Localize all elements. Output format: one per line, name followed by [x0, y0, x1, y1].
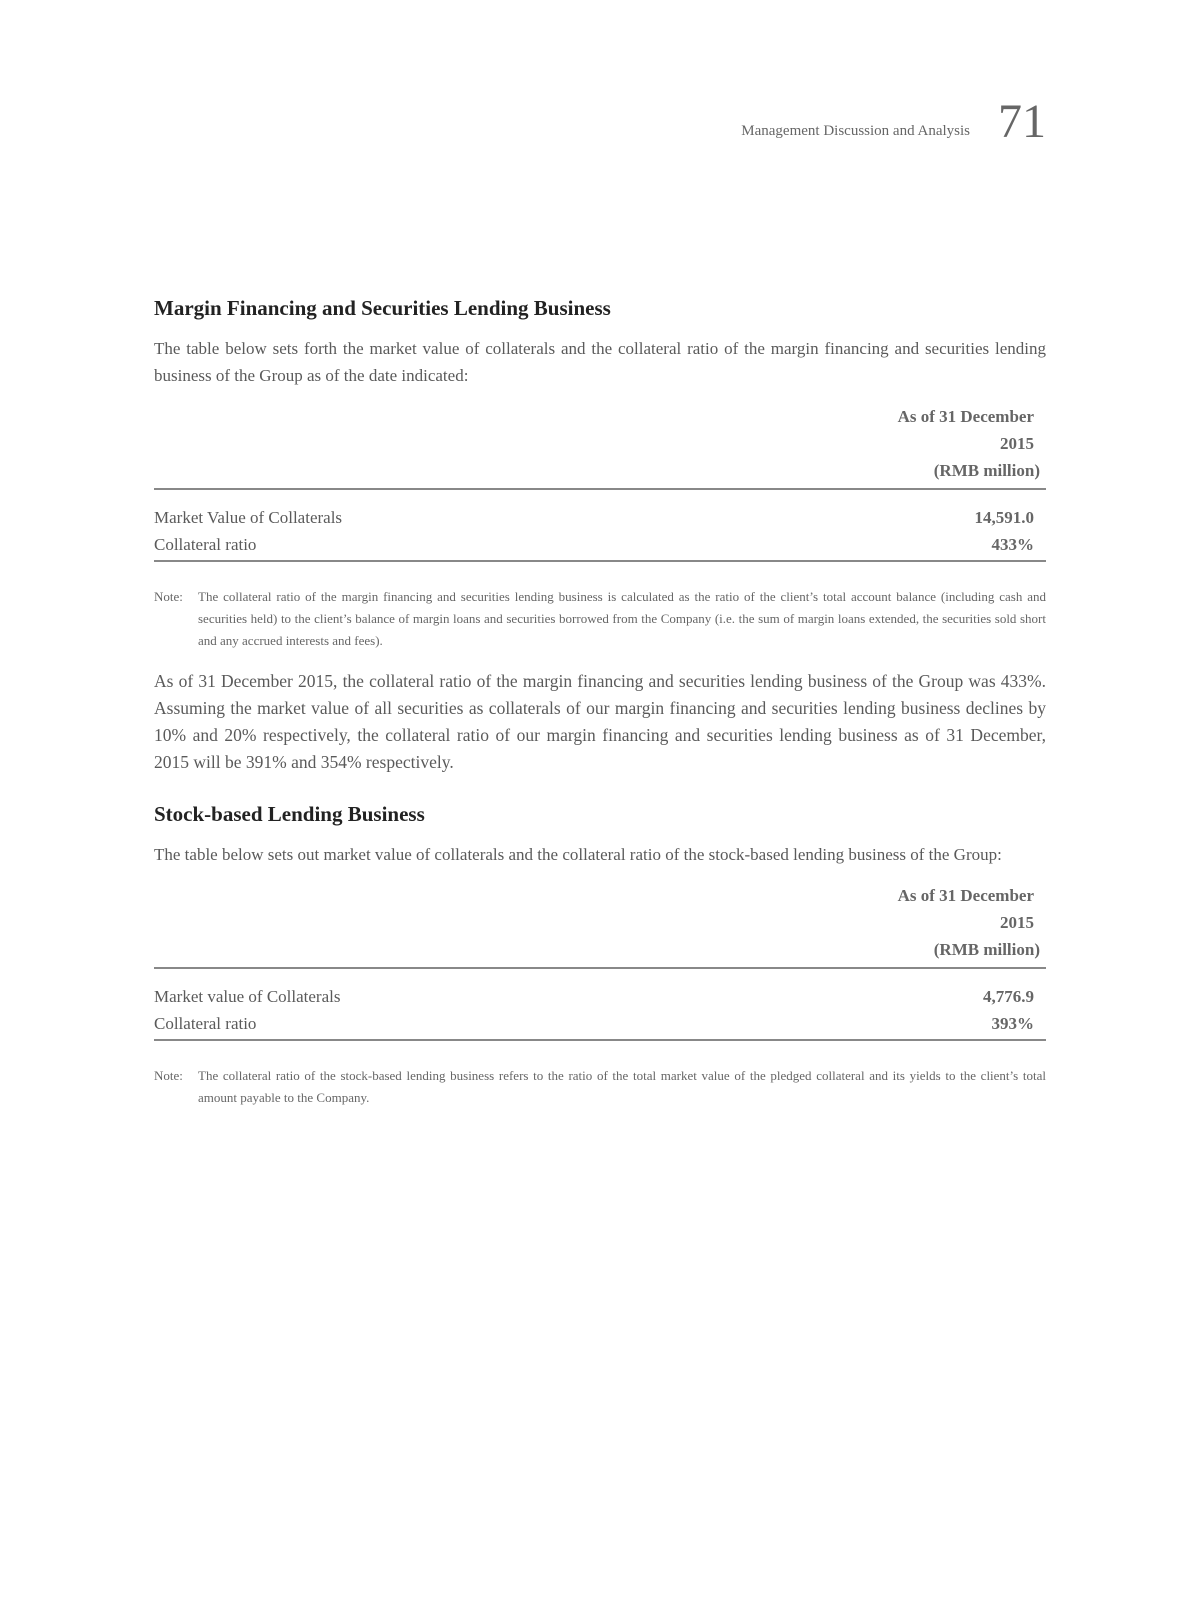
header-line: As of 31 December [897, 886, 1034, 905]
page-number: 71 [998, 95, 1046, 148]
section-intro: The table below sets forth the market value of collaterals and the collateral ratio of the margin financing and securities lending business of the Group as of the date indicated: [154, 339, 1046, 385]
table-row [154, 531, 1046, 558]
table-row [154, 983, 1046, 1010]
header-line: 2015 [1000, 913, 1034, 932]
note-text: The collateral ratio of the margin financing and securities lending business is calculated as the ratio of the client’s total account balance (including cash and securities held) to the client’s balance of margin loans and securities borrowed from the Company (i.e. the sum of margin loans extended, the securities sold short and any accrued interests and fees). [198, 589, 1046, 648]
section-heading: Margin Financing and Securities Lending Business [154, 296, 611, 320]
collateral-table [154, 882, 1046, 1041]
header-line: (RMB million) [933, 940, 1040, 959]
note-label: Note: [154, 1068, 183, 1083]
header-line: (RMB million) [933, 461, 1040, 480]
table-note [154, 586, 1046, 652]
row-value: 393% [991, 1014, 1034, 1033]
note-label: Note: [154, 589, 183, 604]
header-line: 2015 [1000, 434, 1034, 453]
row-label: Collateral ratio [154, 1014, 257, 1033]
row-label: Collateral ratio [154, 535, 257, 554]
header-title: Management Discussion and Analysis [741, 123, 970, 139]
table-note [154, 1065, 1046, 1109]
content [154, 296, 1046, 1109]
page-header [741, 95, 1046, 148]
row-label: Market value of Collaterals [154, 987, 341, 1006]
note-text: The collateral ratio of the stock-based lending business refers to the ratio of the total market value of the pledged collateral and its yields to the client’s total amount payable to the Company. [198, 1068, 1046, 1105]
body-paragraph: As of 31 December 2015, the collateral ratio of the margin financing and securities lending business of the Group was 433%. Assuming the market value of all securities as collaterals of our margin financing and securities lending business declines by 10% and 20% respectively, the collateral ratio of our margin financing and securities lending business as of 31 December, 2015 will be 391% and 354% respectively. [154, 671, 1046, 772]
section-intro: The table below sets out market value of collaterals and the collateral ratio of the stock-based lending business of the Group: [154, 845, 1002, 864]
section-heading: Stock-based Lending Business [154, 802, 425, 826]
table-header [154, 403, 1046, 490]
table-row [154, 1010, 1046, 1037]
collateral-table [154, 403, 1046, 562]
row-value: 4,776.9 [983, 987, 1034, 1006]
table-row [154, 504, 1046, 531]
row-label: Market Value of Collaterals [154, 508, 343, 527]
row-value: 433% [991, 535, 1034, 554]
row-value: 14,591.0 [974, 508, 1034, 527]
header-line: As of 31 December [897, 407, 1034, 426]
table-header [154, 882, 1046, 969]
